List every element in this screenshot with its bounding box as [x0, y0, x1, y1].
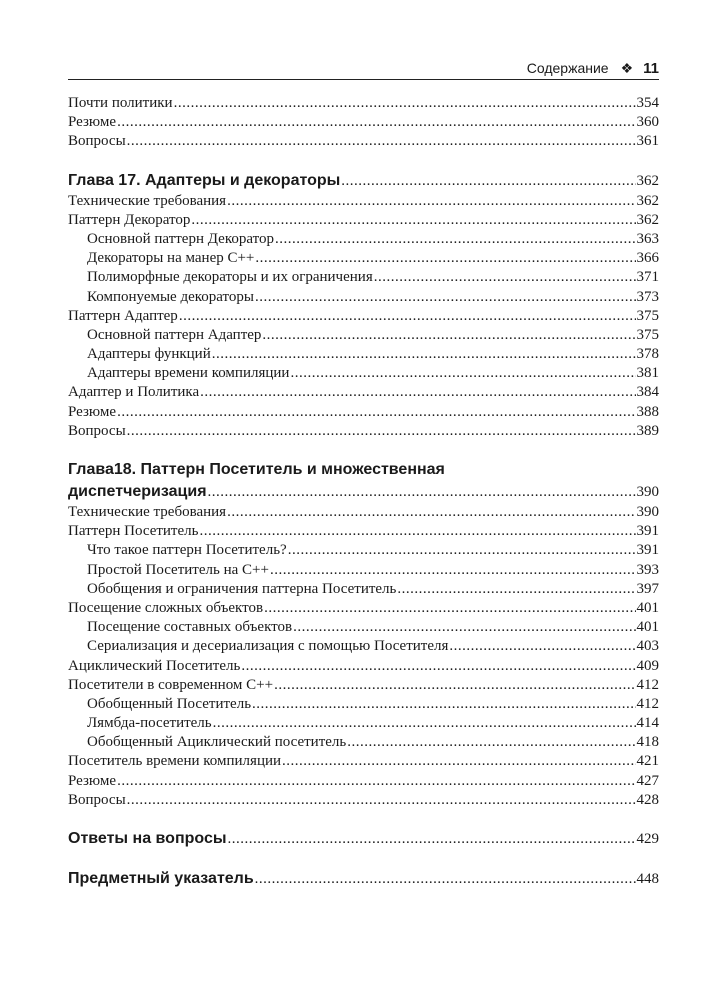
toc-entry-title: Полиморфные декораторы и их ограничения [87, 269, 373, 286]
toc-leader [199, 522, 635, 541]
toc-entry[interactable] [68, 132, 659, 151]
toc-subentry[interactable] [68, 364, 659, 383]
toc-leader [213, 714, 636, 733]
toc-entry-title: Резюме [68, 114, 117, 131]
toc-entry[interactable] [68, 383, 659, 402]
toc-entry-title: Обобщенный Ациклический посетитель [87, 734, 347, 751]
toc-leader [179, 307, 636, 326]
toc-leader [227, 503, 635, 522]
toc-answers [68, 828, 659, 850]
toc-entry[interactable] [68, 403, 659, 422]
toc-entry-page: 427 [636, 772, 659, 789]
table-of-contents [68, 94, 659, 890]
toc-entry-title: Обобщения и ограничения паттерна Посетитель [87, 580, 397, 597]
toc-subentry[interactable] [68, 714, 659, 733]
toc-leader [449, 637, 635, 656]
toc-leader [241, 657, 635, 676]
toc-leader [228, 828, 636, 850]
toc-leader [127, 132, 636, 151]
toc-entry-page: 375 [636, 307, 659, 324]
toc-leader [282, 752, 635, 771]
toc-entry[interactable] [68, 522, 659, 541]
toc-leader [255, 249, 635, 268]
toc-entry[interactable] [68, 192, 659, 211]
toc-leader [117, 113, 635, 132]
toc-entry-page: 384 [636, 384, 659, 401]
toc-entry[interactable] [68, 307, 659, 326]
toc-entry-title: Адаптер и Политика [68, 384, 200, 401]
toc-entry[interactable] [68, 599, 659, 618]
toc-entry-title: Простой Посетитель на C++ [87, 561, 269, 578]
toc-entry[interactable] [68, 503, 659, 522]
index-page: 448 [636, 871, 659, 887]
toc-entry-page: 390 [636, 504, 659, 520]
toc-entry-title: Вопросы [68, 791, 126, 808]
chapter-page: 390 [636, 484, 659, 500]
toc-entry-page: 421 [636, 753, 659, 770]
toc-entry-page: 409 [636, 657, 659, 674]
toc-leader [255, 868, 636, 890]
toc-entry-title: Посетитель времени компиляции [68, 753, 282, 770]
toc-entry-title: Лямбда-посетитель [87, 715, 212, 732]
toc-entry-page: 362 [636, 211, 659, 228]
toc-entry-title: Технические требования [68, 192, 227, 209]
toc-entry-page: 391 [636, 523, 659, 540]
toc-subentry[interactable] [68, 561, 659, 580]
chapter-heading[interactable] [68, 481, 659, 503]
toc-entry-page: 366 [636, 250, 659, 267]
toc-leader [275, 230, 636, 249]
toc-subentry[interactable] [68, 637, 659, 656]
toc-entry[interactable] [68, 113, 659, 132]
toc-entry-title: Обобщенный Посетитель [87, 695, 252, 712]
toc-leader [274, 676, 635, 695]
chapter-page: 362 [636, 172, 659, 189]
toc-chapter-17 [68, 170, 659, 441]
toc-leader [397, 580, 635, 599]
toc-leader [270, 561, 636, 580]
toc-leader [208, 481, 636, 503]
toc-entry-page: 362 [636, 192, 659, 209]
toc-subentry[interactable] [68, 268, 659, 287]
toc-entry-title: Вопросы [68, 133, 126, 150]
toc-entry-title: Посещение составных объектов [87, 619, 293, 636]
toc-entry-title: Ациклический Посетитель [68, 657, 241, 674]
toc-subentry[interactable] [68, 618, 659, 637]
toc-entry-title: Адаптеры времени компиляции [87, 365, 290, 382]
toc-entry-page: 388 [636, 403, 659, 420]
toc-entry-title: Декораторы на манер C++ [87, 250, 255, 267]
toc-entry[interactable] [68, 657, 659, 676]
index-heading[interactable] [68, 868, 659, 890]
toc-leader [117, 403, 635, 422]
toc-entry-page: 391 [636, 542, 659, 559]
toc-leader [290, 364, 635, 383]
toc-entry[interactable] [68, 94, 659, 113]
header-rule [68, 79, 659, 80]
toc-entry-title: Вопросы [68, 422, 126, 439]
toc-subentry[interactable] [68, 288, 659, 307]
toc-entry-page: 360 [636, 114, 659, 131]
toc-entry-title: Резюме [68, 772, 117, 789]
toc-entry-page: 397 [636, 580, 659, 597]
toc-entry-title: Паттерн Декоратор [68, 211, 191, 228]
toc-entry-page: 393 [636, 561, 659, 578]
toc-leader [262, 326, 635, 345]
section-title: Содержание [526, 60, 609, 76]
toc-leader [212, 345, 636, 364]
chapter-title-line1[interactable]: Глава18. Паттерн Посетитель и множественная [68, 461, 445, 478]
answers-page: 429 [636, 831, 659, 847]
toc-entry-title: Адаптеры функций [87, 346, 211, 363]
answers-heading[interactable] [68, 828, 659, 850]
toc-subentry[interactable] [68, 345, 659, 364]
toc-entry-page: 375 [636, 326, 659, 343]
chapter-title-line2: диспетчеризация [68, 483, 207, 500]
answers-title: Ответы на вопросы [68, 830, 227, 847]
toc-entry-page: 354 [636, 95, 659, 111]
toc-entry-page: 428 [636, 791, 659, 808]
toc-leader [174, 94, 636, 113]
chapter-heading[interactable] [68, 170, 659, 192]
toc-entry-page: 389 [636, 422, 659, 439]
toc-entry[interactable] [68, 211, 659, 230]
toc-leader [347, 733, 635, 752]
toc-entry-title: Основной паттерн Адаптер [87, 326, 262, 343]
toc-entry-title: Компонуемые декораторы [87, 288, 254, 305]
toc-leader [117, 772, 635, 791]
toc-entry-title: Посещение сложных объектов [68, 599, 264, 616]
toc-subentry[interactable] [68, 580, 659, 599]
toc-entry-title: Паттерн Адаптер [68, 307, 178, 324]
toc-entry-page: 378 [636, 346, 659, 363]
toc-subentry[interactable] [68, 230, 659, 249]
toc-leader [252, 695, 635, 714]
toc-entry-title: Паттерн Посетитель [68, 523, 199, 540]
toc-entry-title: Резюме [68, 403, 117, 420]
toc-leader [264, 599, 635, 618]
index-title: Предметный указатель [68, 870, 254, 887]
toc-entry-page: 412 [636, 676, 659, 693]
toc-entry-title: Сериализация и десериализация с помощью Посетителя [87, 638, 449, 655]
toc-subentry[interactable] [68, 733, 659, 752]
toc-entry-page: 361 [636, 133, 659, 150]
toc-entry[interactable] [68, 791, 659, 810]
toc-entry-title: Что такое паттерн Посетитель? [87, 542, 287, 559]
toc-leader [293, 618, 635, 637]
toc-leader [374, 268, 636, 287]
running-header [68, 57, 659, 79]
toc-entry-page: 373 [636, 288, 659, 305]
toc-entry-page: 371 [636, 269, 659, 286]
toc-leader [127, 791, 636, 810]
toc-entry[interactable] [68, 422, 659, 441]
toc-leader [227, 192, 635, 211]
toc-chapter-18 [68, 459, 659, 810]
toc-entry-title: Технические требования [68, 504, 227, 520]
toc-entry-page: 401 [636, 599, 659, 616]
toc-leader [200, 383, 635, 402]
toc-leader [127, 422, 636, 441]
toc-entry-page: 363 [636, 230, 659, 247]
toc-entry-page: 381 [636, 365, 659, 382]
toc-index [68, 868, 659, 890]
toc-leader [288, 541, 636, 560]
toc-group-previous [68, 94, 659, 152]
toc-entry-page: 414 [636, 715, 659, 732]
toc-subentry[interactable] [68, 249, 659, 268]
toc-entry-page: 401 [636, 619, 659, 636]
ornament-icon: ❖ [620, 59, 634, 76]
toc-entry-title: Посетители в современном C++ [68, 676, 274, 693]
page-number: 11 [643, 59, 659, 77]
toc-subentry[interactable] [68, 326, 659, 345]
toc-entry[interactable] [68, 772, 659, 791]
toc-subentry[interactable] [68, 541, 659, 560]
toc-leader [191, 211, 635, 230]
toc-entry[interactable] [68, 676, 659, 695]
toc-subentry[interactable] [68, 695, 659, 714]
toc-entry[interactable] [68, 752, 659, 771]
toc-entry-page: 418 [636, 734, 659, 751]
toc-leader [341, 170, 635, 192]
toc-entry-title: Почти политики [68, 95, 173, 111]
toc-entry-page: 403 [636, 638, 659, 655]
toc-entry-page: 412 [636, 695, 659, 712]
toc-entry-title: Основной паттерн Декоратор [87, 230, 274, 247]
chapter-title: Глава 17. Адаптеры и декораторы [68, 171, 341, 189]
toc-leader [255, 288, 636, 307]
